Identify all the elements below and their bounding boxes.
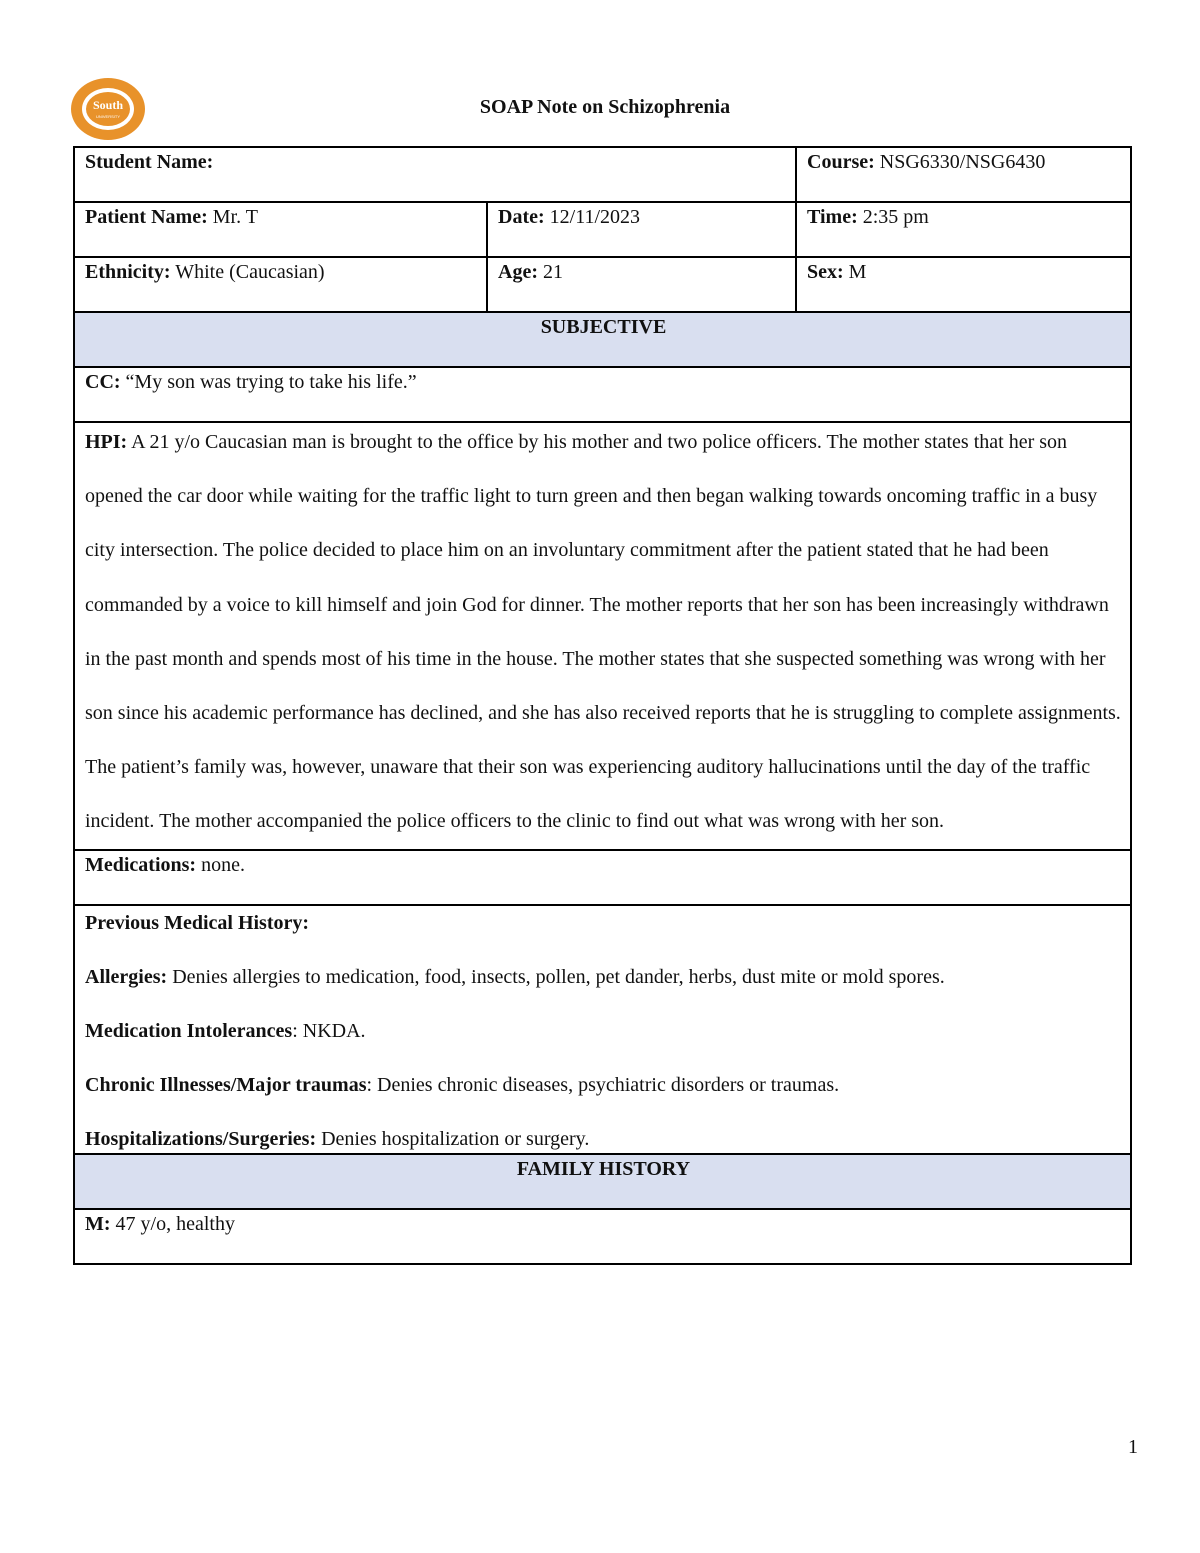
patient-name-cell bbox=[74, 202, 487, 257]
student-name-cell bbox=[74, 147, 796, 202]
patient-name-label: Patient Name: bbox=[85, 206, 208, 228]
sex-label: Sex: bbox=[807, 261, 844, 283]
mother-label: M: bbox=[85, 1212, 111, 1235]
mother-value: 47 y/o, healthy bbox=[110, 1212, 235, 1235]
chronic-label: Chronic Illnesses/Major traumas bbox=[85, 1073, 367, 1096]
logo-sub-text: UNIVERSITY bbox=[95, 114, 121, 119]
soap-note-table bbox=[73, 146, 1132, 1265]
subjective-heading: SUBJECTIVE bbox=[74, 312, 1131, 367]
ethnicity-value: White (Caucasian) bbox=[170, 261, 325, 283]
medications-value: none. bbox=[196, 853, 245, 876]
sex-cell bbox=[796, 257, 1131, 312]
pmh-label: Previous Medical History: bbox=[85, 911, 310, 934]
cc-value: “My son was trying to take his life.” bbox=[120, 371, 417, 393]
family-history-heading-row bbox=[74, 1154, 1131, 1209]
demographics-row bbox=[74, 257, 1131, 312]
ethnicity-cell bbox=[74, 257, 487, 312]
family-mother-cell bbox=[74, 1209, 1131, 1264]
course-value: NSG6330/NSG6430 bbox=[874, 151, 1046, 173]
time-value: 2:35 pm bbox=[857, 206, 929, 228]
date-value: 12/11/2023 bbox=[544, 206, 641, 228]
date-cell bbox=[487, 202, 796, 257]
student-name-label: Student Name: bbox=[85, 151, 214, 173]
course-label: Course: bbox=[807, 151, 875, 173]
logo-ring-text bbox=[69, 76, 70, 77]
chronic-value: : Denies chronic diseases, psychiatric disorders or traumas. bbox=[366, 1073, 840, 1096]
hospitalizations-label: Hospitalizations/Surgeries: bbox=[85, 1127, 317, 1150]
medications-label: Medications: bbox=[85, 853, 197, 876]
document-title: SOAP Note on Schizophrenia bbox=[479, 96, 731, 118]
chief-complaint-cell bbox=[74, 367, 1131, 422]
pmh-cell bbox=[74, 905, 1131, 1154]
intolerances-value: : NKDA. bbox=[292, 1019, 366, 1042]
age-value: 21 bbox=[537, 261, 563, 283]
age-label: Age: bbox=[498, 261, 538, 283]
date-label: Date: bbox=[498, 206, 545, 228]
hospitalizations-value: Denies hospitalization or surgery. bbox=[316, 1127, 590, 1150]
sex-value: M bbox=[843, 261, 867, 283]
pmh-row bbox=[74, 905, 1131, 1154]
subjective-heading-row bbox=[74, 312, 1131, 367]
allergies-value: Denies allergies to medication, food, insects, pollen, pet dander, herbs, dust mite or mold spores. bbox=[167, 965, 945, 988]
medications-row bbox=[74, 850, 1131, 905]
hpi-cell bbox=[74, 422, 1131, 850]
family-history-heading: FAMILY HISTORY bbox=[74, 1154, 1131, 1209]
ethnicity-label: Ethnicity: bbox=[85, 261, 171, 283]
logo-text: South bbox=[92, 98, 124, 112]
time-cell bbox=[796, 202, 1131, 257]
chief-complaint-row bbox=[74, 367, 1131, 422]
page-number: 1 bbox=[1128, 1436, 1138, 1458]
medications-cell bbox=[74, 850, 1131, 905]
patient-name-value: Mr. T bbox=[207, 206, 258, 228]
cc-label: CC: bbox=[85, 371, 121, 393]
course-cell bbox=[796, 147, 1131, 202]
time-label: Time: bbox=[807, 206, 858, 228]
family-mother-row bbox=[74, 1209, 1131, 1264]
student-row bbox=[74, 147, 1131, 202]
hpi-value: A 21 y/o Caucasian man is brought to the office by his mother and two police officers. The mother states that her son opened the car door while waiting for the traffic light to turn green and then began walking towards oncoming traffic in a busy city intersection. The police decided to place him on an involuntary commitment after the patient stated that he had been commanded by a voice to kill himself and join God for dinner. The mother reports that her son has been increasingly withdrawn in the past month and spends most of his time in the house. The mother states that she suspected something was wrong with her son since his academic performance has declined, and she has also received reports that he is struggling to complete assignments. The patient’s family was, however, unaware that their son was experiencing auditory hallucinations until the day of the traffic incident. The mother accompanied the police officers to the clinic to find out what was wrong with her son. bbox=[85, 431, 1121, 833]
hpi-label: HPI: bbox=[85, 431, 128, 453]
allergies-label: Allergies: bbox=[85, 965, 168, 988]
patient-row bbox=[74, 202, 1131, 257]
intolerances-label: Medication Intolerances bbox=[85, 1019, 293, 1042]
age-cell bbox=[487, 257, 796, 312]
hpi-row bbox=[74, 422, 1131, 850]
